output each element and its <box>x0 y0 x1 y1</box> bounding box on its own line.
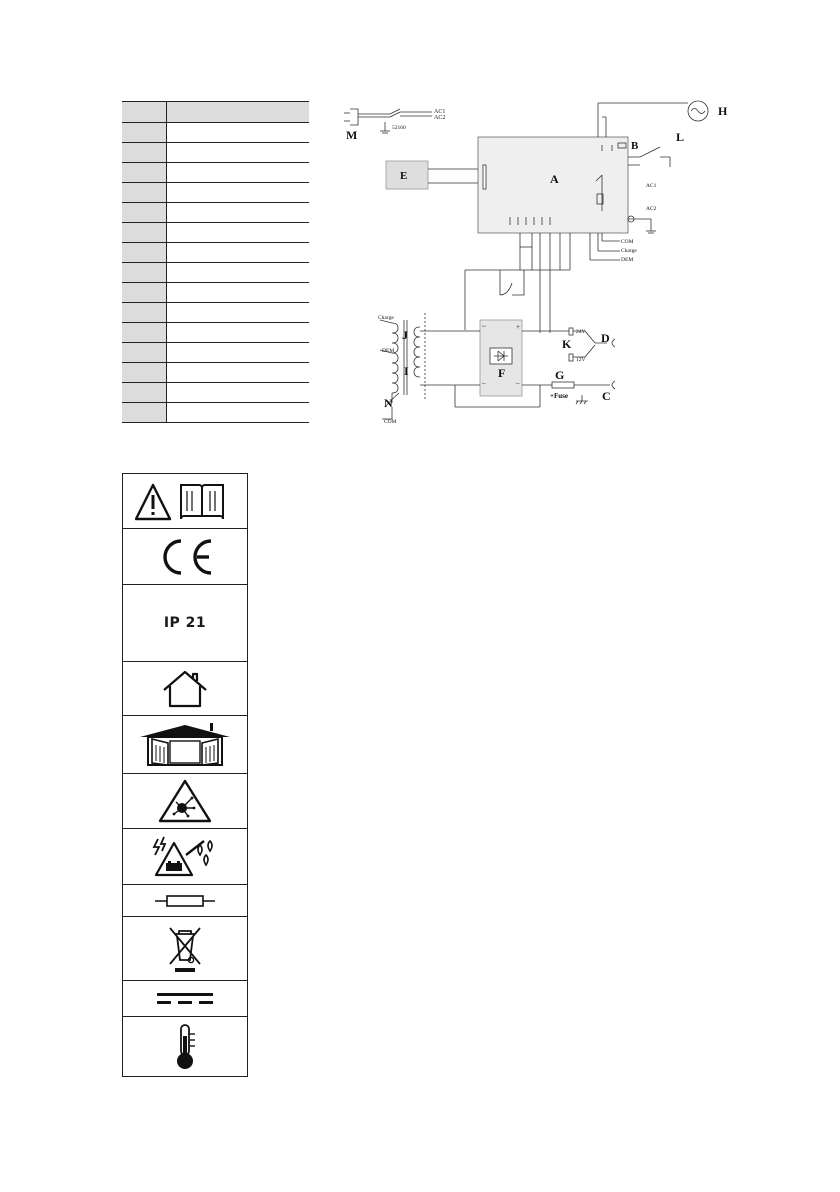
legend-value-cell <box>167 223 310 243</box>
legend-value-cell <box>167 102 310 123</box>
legend-key-cell <box>122 303 167 323</box>
legend-row <box>122 403 309 423</box>
legend-row <box>122 203 309 223</box>
label-com-bottom: COM <box>384 419 397 425</box>
legend-value-cell <box>167 383 310 403</box>
symbol-cell <box>123 584 247 661</box>
legend-value-cell <box>167 123 310 143</box>
legend-row <box>122 143 309 163</box>
symbol-cell <box>123 661 247 715</box>
symbol-cell <box>123 884 247 916</box>
weee-bin-icon <box>167 924 203 974</box>
label-J: J <box>402 328 408 342</box>
label-ac2-in: AC2 <box>434 115 446 121</box>
label-ac2: AC2 <box>646 206 657 212</box>
fuse-icon <box>155 894 215 908</box>
indoor-house-icon <box>160 668 210 710</box>
label-dem-left: DEM <box>382 348 395 354</box>
legend-key-cell <box>122 323 167 343</box>
transformer <box>392 313 425 400</box>
label-com: COM <box>621 239 634 245</box>
label-24v: 24V <box>576 329 586 335</box>
legend-value-cell <box>167 263 310 283</box>
symbol-cell <box>123 828 247 884</box>
legend-row <box>122 363 309 383</box>
legend-value-cell <box>167 363 310 383</box>
label-C: C <box>602 389 611 403</box>
symbol-cell <box>123 773 247 828</box>
legend-row <box>122 343 309 363</box>
label-B: B <box>631 140 639 152</box>
legend-row <box>122 123 309 143</box>
ip-rating-label: IP 21 <box>163 615 207 631</box>
symbol-cell <box>123 715 247 773</box>
label-K: K <box>562 337 572 351</box>
legend-key-cell <box>122 123 167 143</box>
label-N: N <box>384 396 393 410</box>
label-plus: + <box>516 323 520 331</box>
legend-row <box>122 163 309 183</box>
direct-current-icon <box>155 992 215 1006</box>
ce-mark-icon <box>153 537 217 577</box>
garage-icon <box>138 723 232 767</box>
legend-value-cell <box>167 243 310 263</box>
label-E: E <box>400 170 408 182</box>
symbol-cell <box>123 528 247 584</box>
legend-value-cell <box>167 403 310 423</box>
label-I: I <box>404 364 409 378</box>
label-ac1: AC1 <box>646 183 657 189</box>
legend-row <box>122 223 309 243</box>
legend-row <box>122 323 309 343</box>
legend-key-cell <box>122 283 167 303</box>
legend-row <box>122 383 309 403</box>
label-F: F <box>498 366 506 380</box>
label-charge: Charge <box>621 248 637 254</box>
legend-value-cell <box>167 323 310 343</box>
label-D: D <box>601 331 610 345</box>
legend-row <box>122 283 309 303</box>
legend-key-cell <box>122 163 167 183</box>
label-ac1-in: AC1 <box>434 109 446 115</box>
label-G: G <box>555 368 565 382</box>
explosion-hazard-icon <box>158 778 212 824</box>
legend-key-cell <box>122 143 167 163</box>
wiring-schematic <box>340 95 740 435</box>
legend-value-cell <box>167 143 310 163</box>
symbol-cell <box>123 916 247 980</box>
legend-value-cell <box>167 283 310 303</box>
label-L: L <box>676 130 685 144</box>
legend-key-cell <box>122 403 167 423</box>
symbol-column <box>122 473 248 1077</box>
legend-row <box>122 303 309 323</box>
legend-key-cell <box>122 343 167 363</box>
legend-key-cell <box>122 243 167 263</box>
legend-value-cell <box>167 203 310 223</box>
label-M: M <box>346 128 358 142</box>
legend-value-cell <box>167 163 310 183</box>
label-fuse: +Fuse <box>550 392 568 400</box>
label-tilde: ~ <box>482 323 486 331</box>
legend-key-cell <box>122 203 167 223</box>
label-H: H <box>718 104 728 118</box>
symbol-cell <box>123 980 247 1016</box>
label-12v: 12V <box>576 357 586 363</box>
legend-key-cell <box>122 263 167 283</box>
label-minus-right: – <box>516 379 520 387</box>
symbol-cell <box>123 473 247 528</box>
legend-value-cell <box>167 303 310 323</box>
legend-key-cell <box>122 383 167 403</box>
battery-gas-hazard-icon <box>152 835 218 879</box>
legend-key-cell <box>122 102 167 123</box>
legend-row <box>122 183 309 203</box>
legend-table <box>122 101 309 423</box>
legend-key-cell <box>122 183 167 203</box>
symbol-cell <box>123 1016 247 1076</box>
warning-manual-icon <box>135 479 235 523</box>
legend-key-cell <box>122 363 167 383</box>
legend-value-cell <box>167 343 310 363</box>
label-A: A <box>550 172 559 186</box>
label-plug-code: 52160 <box>392 125 406 131</box>
label-charge-left: Charge <box>378 315 394 321</box>
legend-key-cell <box>122 223 167 243</box>
legend-header-row <box>122 102 309 123</box>
legend-row <box>122 263 309 283</box>
label-dem: DEM <box>621 257 634 263</box>
legend-row <box>122 243 309 263</box>
legend-value-cell <box>167 183 310 203</box>
label-minus-left: – <box>482 379 486 387</box>
thermometer-icon <box>170 1022 200 1072</box>
